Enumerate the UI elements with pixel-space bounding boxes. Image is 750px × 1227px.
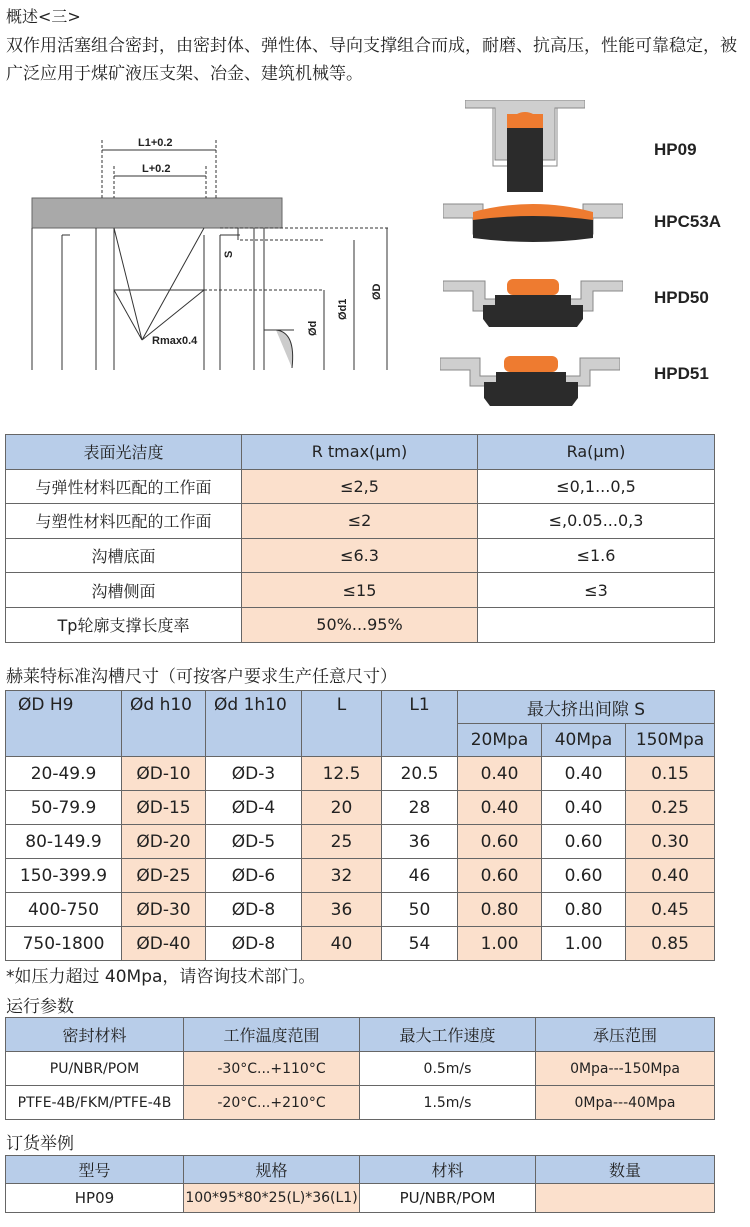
table-cell: 36 <box>382 825 458 859</box>
table-cell: ØD-20 <box>122 825 206 859</box>
table-cell: 0.80 <box>542 893 626 927</box>
table-cell: 50-79.9 <box>6 791 122 825</box>
table-cell: 20 <box>302 791 382 825</box>
table-cell: 32 <box>302 859 382 893</box>
table-cell: 与塑性材料匹配的工作面 <box>6 504 242 539</box>
table-header: 工作温度范围 <box>184 1018 360 1052</box>
seal-hpc53a-image <box>443 198 623 248</box>
table-cell: 28 <box>382 791 458 825</box>
seal-label: HPD51 <box>654 364 709 383</box>
seal-hpd50-image <box>443 275 623 330</box>
table-cell: 20-49.9 <box>6 757 122 791</box>
seal-label: HP09 <box>654 140 697 159</box>
table-row <box>6 1184 715 1213</box>
table-header: 承压范围 <box>536 1018 715 1052</box>
table-cell: 0.5m/s <box>360 1052 536 1086</box>
operating-params-table <box>5 1017 715 1120</box>
table-cell: PU/NBR/POM <box>360 1184 536 1213</box>
table-header: 最大挤出间隙 S <box>458 691 715 724</box>
table-subheader: 40Mpa <box>542 724 626 757</box>
table-cell: 0.40 <box>458 791 542 825</box>
table-cell: 54 <box>382 927 458 961</box>
table-header: Ød 1h10 <box>206 691 302 757</box>
order-caption: 订货举例 <box>6 1134 74 1154</box>
table-header: ØD H9 <box>6 691 122 757</box>
table-header: 型号 <box>6 1156 184 1184</box>
table-cell: 1.5m/s <box>360 1086 536 1120</box>
table-header: 规格 <box>184 1156 360 1184</box>
table-cell: 20.5 <box>382 757 458 791</box>
table-cell: ØD-8 <box>206 893 302 927</box>
table-cell: 0.40 <box>542 791 626 825</box>
table-cell: 0.60 <box>542 859 626 893</box>
table-cell: ØD-30 <box>122 893 206 927</box>
table-cell: 12.5 <box>302 757 382 791</box>
table-cell: 40 <box>302 927 382 961</box>
table-cell: 80-149.9 <box>6 825 122 859</box>
table-cell: 0.80 <box>458 893 542 927</box>
groove-size-table <box>5 690 715 961</box>
table-cell: 沟槽底面 <box>6 538 242 573</box>
table-cell: 与弹性材料匹配的工作面 <box>6 469 242 504</box>
dim-d-label: Ød <box>307 320 319 336</box>
table-row <box>6 893 715 927</box>
overview-text: 双作用活塞组合密封，由密封体、弹性体、导向支撑组合而成，耐磨、抗高压，性能可靠稳定，被广泛应用于煤矿液压支架、冶金、建筑机械等。 <box>6 36 737 84</box>
table-cell: ØD-5 <box>206 825 302 859</box>
table-cell: ≤3 <box>478 573 715 608</box>
table-row <box>6 1052 715 1086</box>
table-row <box>6 757 715 791</box>
pressure-note: *如压力超过 40Mpa，请咨询技术部门。 <box>6 967 316 987</box>
table-cell: 0.85 <box>626 927 715 961</box>
table-row <box>6 825 715 859</box>
params-caption: 运行参数 <box>6 997 74 1017</box>
table-row <box>6 504 715 539</box>
table-cell: ØD-15 <box>122 791 206 825</box>
table-header: 最大工作速度 <box>360 1018 536 1052</box>
table-cell: 25 <box>302 825 382 859</box>
table-cell: Tp轮廓支撑长度率 <box>6 607 242 642</box>
dim-rmax-label: Rmax0.4 <box>152 335 198 347</box>
seal-label: HPD50 <box>654 288 709 307</box>
table-cell: 50 <box>382 893 458 927</box>
table-cell: 0Mpa---40Mpa <box>536 1086 715 1120</box>
surface-finish-table <box>5 434 715 643</box>
table-cell: 0.60 <box>458 859 542 893</box>
table-cell: 0.45 <box>626 893 715 927</box>
table-cell: HP09 <box>6 1184 184 1213</box>
table-cell: PU/NBR/POM <box>6 1052 184 1086</box>
seal-hpd51-image <box>440 352 620 407</box>
table-cell: ≤2,5 <box>242 469 478 504</box>
table-header: 材料 <box>360 1156 536 1184</box>
table-cell: ≤1.6 <box>478 538 715 573</box>
table-cell: 0.40 <box>458 757 542 791</box>
table-row <box>6 927 715 961</box>
table-cell: 0.15 <box>626 757 715 791</box>
table-cell: 100*95*80*25(L)*36(L1) <box>184 1184 360 1213</box>
table-cell: 0.40 <box>542 757 626 791</box>
table-header: Ra(μm) <box>478 435 715 470</box>
table-row <box>6 607 715 642</box>
dim-s-label: S <box>223 250 235 258</box>
table-header: Ød h10 <box>122 691 206 757</box>
table-cell: 46 <box>382 859 458 893</box>
table-cell: 1.00 <box>458 927 542 961</box>
table-cell: 0.40 <box>626 859 715 893</box>
table-cell: 36 <box>302 893 382 927</box>
dim-l-label: L+0.2 <box>142 163 171 175</box>
table-header: L1 <box>382 691 458 757</box>
table-cell: 50%...95% <box>242 607 478 642</box>
table-cell: 1.00 <box>542 927 626 961</box>
table-cell: ≤6.3 <box>242 538 478 573</box>
seal-label: HPC53A <box>654 212 722 231</box>
table-cell: 0Mpa---150Mpa <box>536 1052 715 1086</box>
table-header: L <box>302 691 382 757</box>
table-cell: ≤15 <box>242 573 478 608</box>
table-subheader: 150Mpa <box>626 724 715 757</box>
table-cell <box>478 607 715 642</box>
table-cell: 0.60 <box>458 825 542 859</box>
dim-d1-label: Ød1 <box>337 298 349 320</box>
table-row <box>6 859 715 893</box>
table-cell: ≤0,1...0,5 <box>478 469 715 504</box>
table-cell: PTFE-4B/FKM/PTFE-4B <box>6 1086 184 1120</box>
table-cell: 400-750 <box>6 893 122 927</box>
table-cell: 750-1800 <box>6 927 122 961</box>
table-cell: ≤2 <box>242 504 478 539</box>
table-cell: ØD-3 <box>206 757 302 791</box>
seal-hp09-image <box>465 100 585 200</box>
table-cell: 0.25 <box>626 791 715 825</box>
order-example-table <box>5 1155 715 1213</box>
table-cell: 0.60 <box>542 825 626 859</box>
table-cell: ØD-4 <box>206 791 302 825</box>
table-cell: ØD-40 <box>122 927 206 961</box>
dim-D-label: ØD <box>371 283 383 300</box>
table-row <box>6 1086 715 1120</box>
table-row <box>6 573 715 608</box>
table-row <box>6 791 715 825</box>
table-cell <box>536 1184 715 1213</box>
table-subheader: 20Mpa <box>458 724 542 757</box>
table-header: 表面光洁度 <box>6 435 242 470</box>
table-cell: ØD-8 <box>206 927 302 961</box>
groove-drawing <box>24 100 424 380</box>
table-cell: -30°C...+110°C <box>184 1052 360 1086</box>
table-header: 数量 <box>536 1156 715 1184</box>
table-cell: ØD-6 <box>206 859 302 893</box>
table-cell: 150-399.9 <box>6 859 122 893</box>
table-cell: 沟槽侧面 <box>6 573 242 608</box>
table-cell: ØD-25 <box>122 859 206 893</box>
table-cell: ≤,0.05...0,3 <box>478 504 715 539</box>
table-cell: 0.30 <box>626 825 715 859</box>
groove-table-caption: 赫莱特标准沟槽尺寸（可按客户要求生产任意尺寸） <box>6 667 397 687</box>
table-row <box>6 538 715 573</box>
table-header: R tmax(μm) <box>242 435 478 470</box>
table-cell: -20°C...+210°C <box>184 1086 360 1120</box>
table-row <box>6 469 715 504</box>
table-header: 密封材料 <box>6 1018 184 1052</box>
table-cell: ØD-10 <box>122 757 206 791</box>
dim-l1-label: L1+0.2 <box>138 137 173 149</box>
overview-title: 概述<三> <box>6 7 81 26</box>
